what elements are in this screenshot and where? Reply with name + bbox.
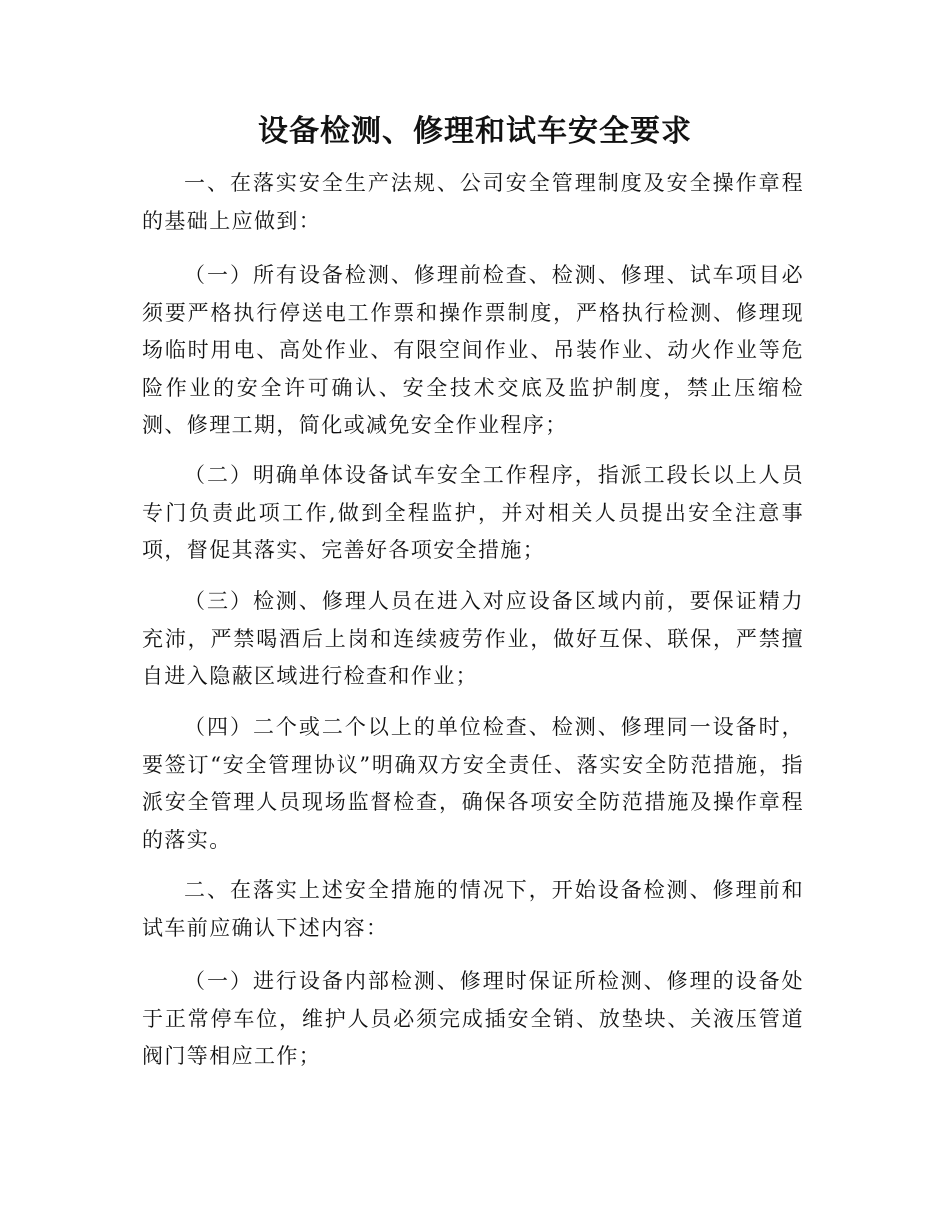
section-one-item-3: （三）检测、修理人员在进入对应设备区域内前，要保证精力充沛，严禁喝酒后上岗和连续疲劳作业，做好互保、联保，严禁擅自进入隐蔽区域进行检查和作业； bbox=[142, 589, 804, 688]
document-title: 设备检测、修理和试车安全要求 bbox=[258, 114, 692, 149]
section-one-item-1: （一）所有设备检测、修理前检查、检测、修理、试车项目必须要严格执行停送电工作票和操作票制度，严格执行检测、修理现场临时用电、高处作业、有限空间作业、吊装作业、动火作业等危险作业的安全许可确认、安全技术交底及监护制度，禁止压缩检测、修理工期，简化或减免安全作业程序； bbox=[142, 263, 804, 437]
section-one-item-2: （二）明确单体设备试车安全工作程序，指派工段长以上人员专门负责此项工作,做到全程监护，并对相关人员提出安全注意事项，督促其落实、完善好各项安全措施； bbox=[142, 463, 804, 562]
section-one-intro: 一、在落实安全生产法规、公司安全管理制度及安全操作章程的基础上应做到： bbox=[142, 171, 804, 233]
section-two-item-1: （一）进行设备内部检测、修理时保证所检测、修理的设备处于正常停车位，维护人员必须完成插安全销、放垫块、关液压管道阀门等相应工作； bbox=[142, 969, 804, 1068]
section-one-item-4: （四）二个或二个以上的单位检查、检测、修理同一设备时，要签订“安全管理协议”明确双方安全责任、落实安全防范措施，指派安全管理人员现场监督检查，确保各项安全防范措施及操作章程的落实。 bbox=[142, 715, 804, 852]
section-two-intro: 二、在落实上述安全措施的情况下，开始设备检测、修理前和试车前应确认下述内容： bbox=[142, 878, 804, 940]
